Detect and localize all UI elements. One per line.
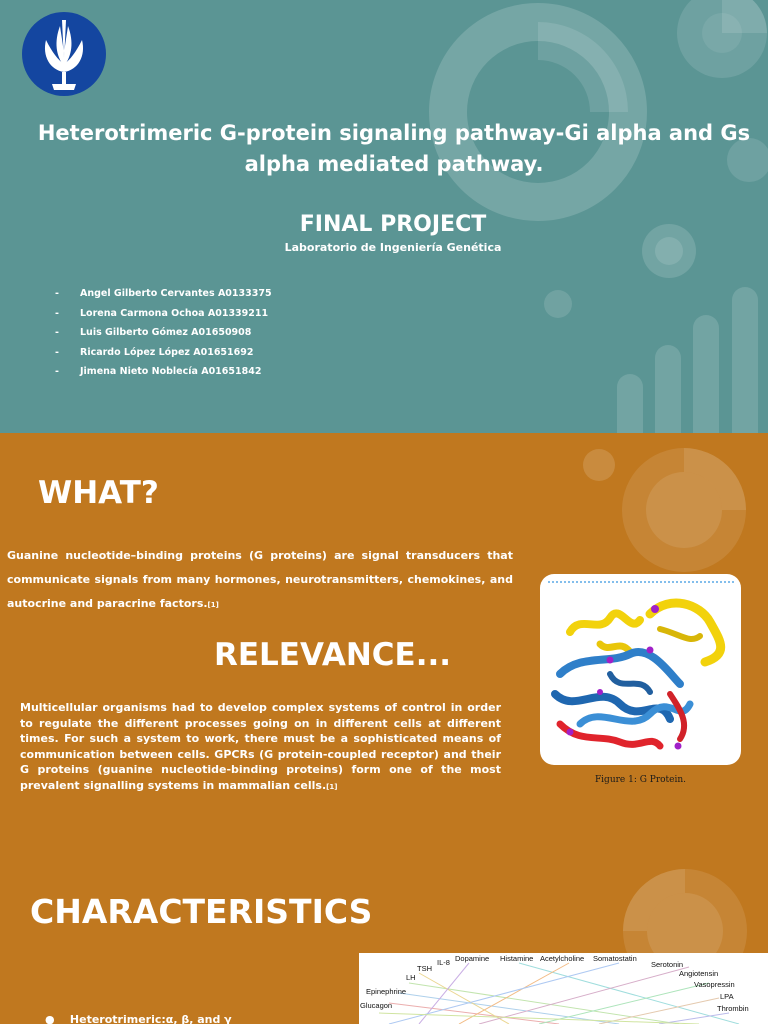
signaling-network-figure (359, 953, 768, 1024)
author-item: - Jimena Nieto Noblecía A01651842 (55, 366, 262, 378)
what-paragraph: Guanine nucleotide–binding proteins (G proteins) are signal transducers that communicate signals from many hormones, neurotransmitters, chemokines, and autocrine and paracrine factors.[1] (7, 549, 513, 610)
g-protein-figure (540, 574, 741, 765)
author-item: - Lorena Carmona Ochoa A01339211 (55, 307, 269, 319)
author-list (55, 284, 272, 382)
author-item: - Luis Gilberto Gómez A01650908 (55, 327, 252, 339)
network-label: LPA (720, 992, 734, 1001)
lab-name: Laboratorio de Ingeniería Genética (284, 241, 502, 254)
author-item: - Angel Gilberto Cervantes A0133375 (55, 288, 272, 300)
relevance-paragraph: Multicellular organisms had to develop complex systems of control in order to regulate the different processes going on in different cells at different times. For such a system to work, there must be a sophisticated means of communication between cells. GPCRs (G protein-coupled receptor) and their G proteins (guanine nucleotide-binding proteins) form one of the most prevalent signalling systems in mammalian cells.[1] (20, 701, 501, 792)
protein-structure-illustration (540, 574, 741, 765)
citation: [1] (207, 601, 219, 609)
network-label: Thrombin (717, 1004, 749, 1013)
network-label: Somatostatin (593, 954, 637, 963)
title-slide (0, 0, 768, 433)
network-label: IL-8 (437, 958, 450, 967)
network-label: Serotonin (651, 960, 684, 969)
network-label: Vasopressin (694, 980, 735, 989)
figure-caption: Figure 1: G Protein. (594, 775, 687, 785)
final-project-label: FINAL PROJECT (299, 212, 487, 237)
characteristics-bullet: ● Heterotrimeric:α, β, and γ (45, 1013, 232, 1026)
network-label: Epinephrine (366, 987, 407, 996)
network-label: Dopamine (455, 954, 490, 963)
characteristics-heading: CHARACTERISTICS (30, 892, 373, 931)
what-heading: WHAT? (38, 475, 159, 511)
network-label: LH (406, 973, 416, 982)
network-label: Angiotensin (679, 969, 719, 978)
presentation-title: Heterotrimeric G-protein signaling pathway-Gi alpha and Gs alpha mediated pathway. (37, 121, 751, 176)
university-logo (22, 12, 106, 96)
citation: [1] (326, 782, 338, 791)
network-label: Acetylcholine (540, 954, 585, 963)
network-label: TSH (417, 964, 432, 973)
network-label: Glucagon (360, 1001, 393, 1010)
author-item: - Ricardo López López A01651692 (55, 346, 254, 358)
relevance-heading: RELEVANCE... (214, 637, 452, 673)
network-label: Histamine (500, 954, 534, 963)
